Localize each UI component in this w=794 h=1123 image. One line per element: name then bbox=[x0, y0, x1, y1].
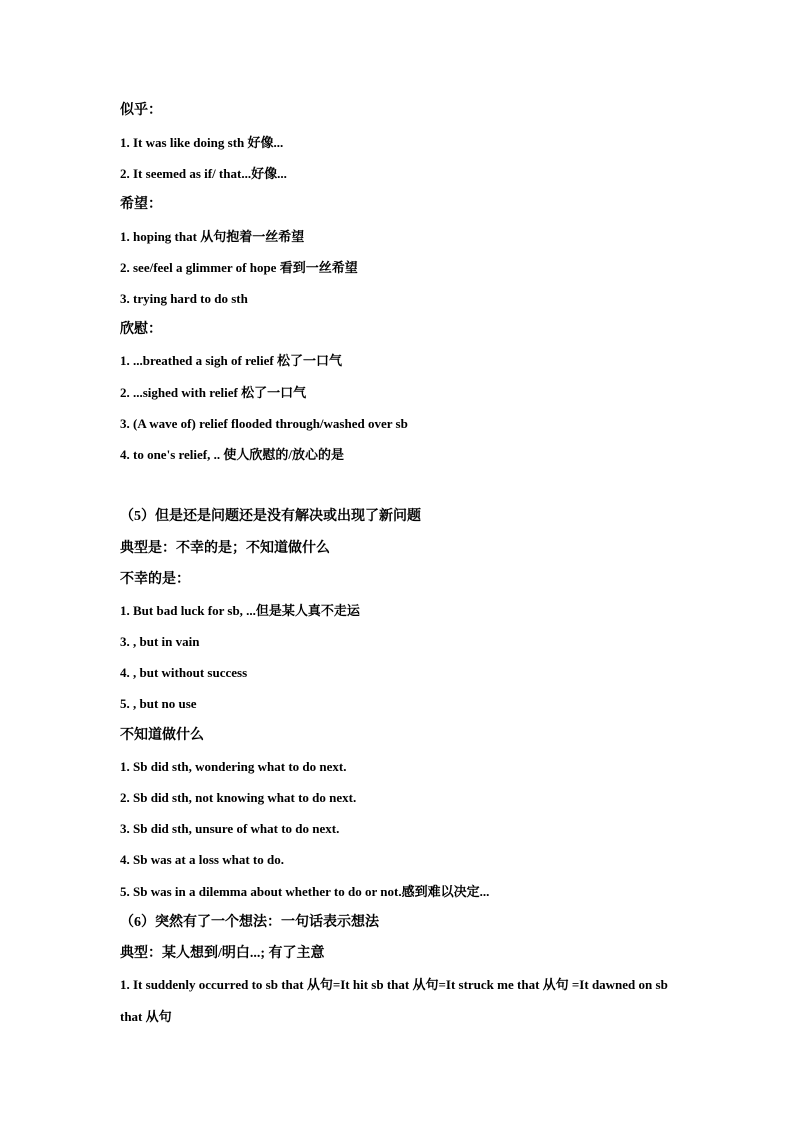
list-item: 1. hoping that 从句抱着一丝希望 bbox=[120, 229, 305, 244]
list-item: 4. Sb was at a loss what to do. bbox=[120, 852, 284, 867]
list-item: 5. , but no use bbox=[120, 696, 197, 711]
list-item: 4. , but without success bbox=[120, 665, 248, 680]
list-item: 3. trying hard to do sth bbox=[120, 291, 248, 306]
heading-seems: 似乎： bbox=[120, 103, 162, 118]
list-item: 5. Sb was in a dilemma about whether to do or not.感到难以决定... bbox=[120, 884, 490, 899]
list-item: 3. Sb did sth, unsure of what to do next. bbox=[120, 821, 340, 836]
list-item: 1. It suddenly occurred to sb that 从句=It hit sb that 从句=It struck me that 从句 =It dawned on sb that 从句 bbox=[120, 977, 668, 1024]
list-item: 3. (A wave of) relief flooded through/washed over sb bbox=[120, 416, 408, 431]
list-item: 2. Sb did sth, not knowing what to do next. bbox=[120, 790, 357, 805]
list-item: 1. But bad luck for sb, ...但是某人真不走运 bbox=[120, 603, 360, 618]
heading-dont-know: 不知道做什么 bbox=[120, 728, 204, 743]
heading-hope: 希望： bbox=[120, 197, 162, 212]
heading-relief: 欣慰： bbox=[120, 322, 162, 337]
list-item: 4. to one's relief, .. 使人欣慰的/放心的是 bbox=[120, 447, 344, 462]
list-item: 2. It seemed as if/ that...好像... bbox=[120, 166, 287, 181]
list-item: 2. see/feel a glimmer of hope 看到一丝希望 bbox=[120, 260, 358, 275]
heading-unfortunately: 不幸的是： bbox=[120, 572, 190, 587]
list-item: 1. ...breathed a sigh of relief 松了一口气 bbox=[120, 353, 342, 368]
typical-note: 典型：某人想到/明白...; 有了主意 bbox=[120, 946, 325, 961]
list-item: 2. ...sighed with relief 松了一口气 bbox=[120, 385, 307, 400]
list-item: 1. Sb did sth, wondering what to do next. bbox=[120, 759, 347, 774]
section-heading-5: （5）但是还是问题还是没有解决或出现了新问题 bbox=[120, 509, 421, 524]
section-heading-6: （6）突然有了一个想法：一句话表示想法 bbox=[120, 915, 379, 930]
list-item: 1. It was like doing sth 好像... bbox=[120, 135, 284, 150]
list-item: 3. , but in vain bbox=[120, 634, 200, 649]
typical-note: 典型是：不幸的是；不知道做什么 bbox=[120, 541, 330, 556]
